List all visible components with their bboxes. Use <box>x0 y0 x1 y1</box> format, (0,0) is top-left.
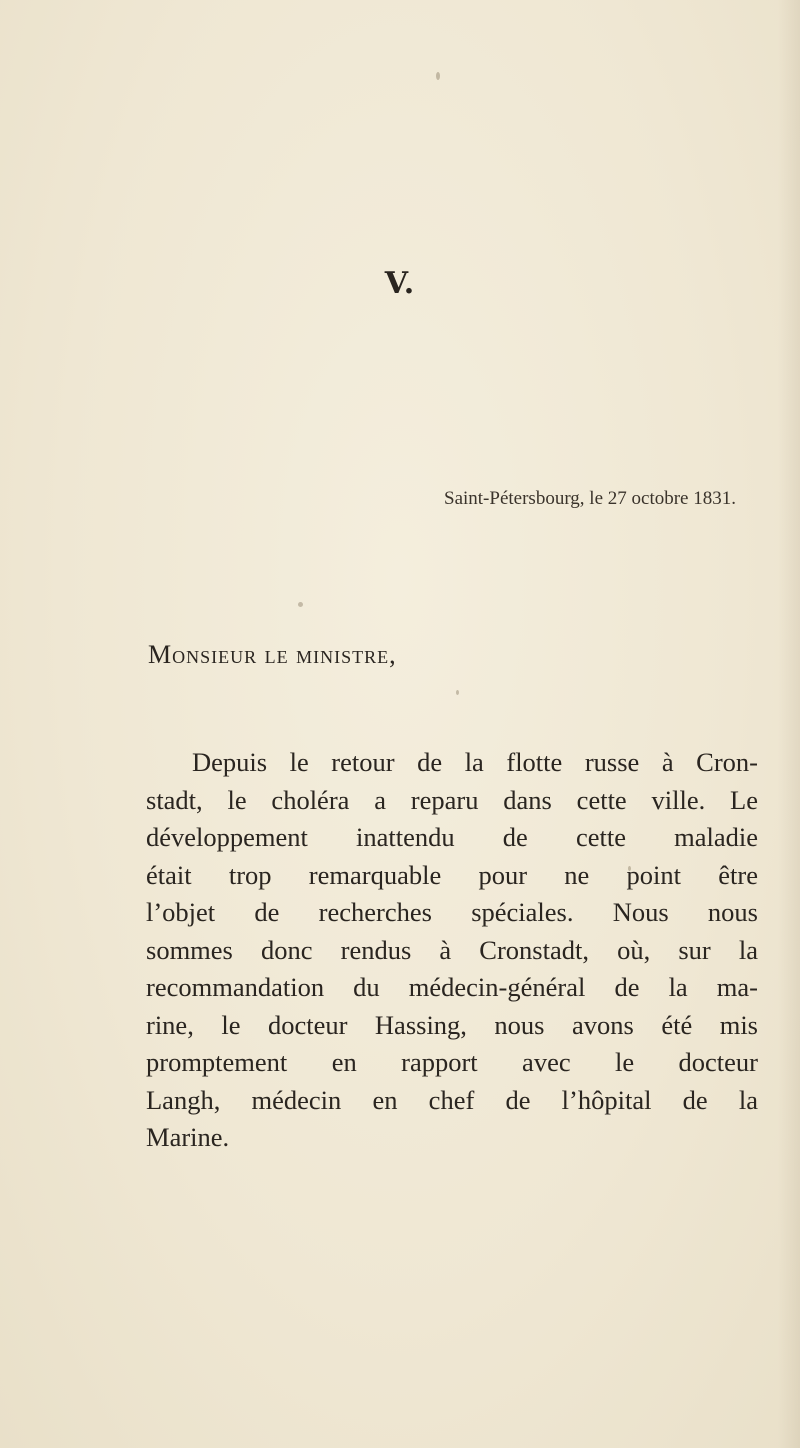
salutation: Monsieur le ministre, <box>148 640 397 669</box>
letter-body <box>146 744 758 1157</box>
body-line: recommandation du médecin-général de la ma- <box>146 972 758 1002</box>
section-number: V. <box>384 266 416 301</box>
body-line: promptement en rapport avec le docteur <box>146 1047 758 1077</box>
dateline: Saint-Pétersbourg, le 27 octobre 1831. <box>444 488 736 509</box>
body-line: sommes donc rendus à Cronstadt, où, sur la <box>146 934 758 965</box>
paper-speck <box>456 690 459 695</box>
paper-speck <box>436 72 440 80</box>
body-line: stadt, le choléra a reparu dans cette ville. Le <box>146 784 758 815</box>
body-line: rine, le docteur Hassing, nous avons été mis <box>146 1009 758 1040</box>
body-line: Langh, médecin en chef de l’hôpital de la <box>146 1084 758 1115</box>
body-line: Depuis le retour de la flotte russe à Cron- <box>192 747 758 777</box>
body-line: développement inattendu de cette maladie <box>146 822 758 852</box>
paper-speck <box>298 602 303 607</box>
body-line: Marine. <box>146 1122 230 1152</box>
paper-speck <box>628 866 631 871</box>
body-line: était trop remarquable pour ne point être <box>146 859 758 890</box>
body-line: l’objet de recherches spéciales. Nous nous <box>146 897 758 927</box>
